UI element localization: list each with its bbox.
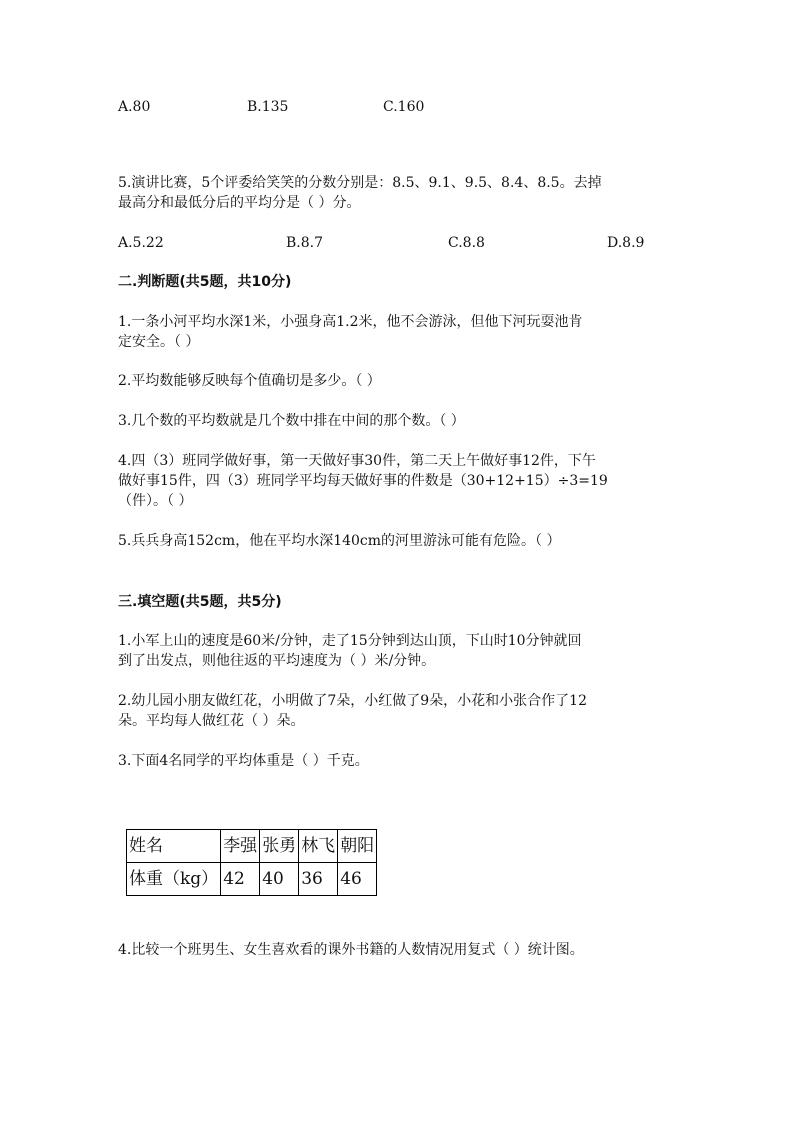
s2-q2: 2.平均数能够反映每个值确切是多少。（ ）	[118, 373, 381, 389]
q4-option-a: A.80	[118, 99, 151, 115]
q5-option-a: A.5.22	[118, 235, 164, 251]
table-header-row	[127, 830, 377, 863]
table-cell: 姓名	[127, 830, 221, 863]
table-cell: 体重（kg）	[127, 863, 221, 896]
q4-option-c: C.160	[383, 99, 425, 115]
section2-title: 二.判断题(共5题，共10分)	[118, 274, 292, 290]
s3-q2-line1: 2.幼儿园小朋友做红花，小明做了7朵，小红做了9朵，小花和小张合作了12	[118, 693, 587, 709]
table-cell: 40	[260, 863, 299, 896]
table-row	[127, 863, 377, 896]
table-cell: 张勇	[260, 830, 299, 863]
q5-option-d: D.8.9	[607, 235, 645, 251]
s2-q4-line2: 做好事15件，四（3）班同学平均每天做好事的件数是（30+12+15）÷3=19	[118, 473, 608, 489]
table-cell: 36	[299, 863, 338, 896]
q4-option-b: B.135	[247, 99, 289, 115]
s2-q1-line1: 1.一条小河平均水深1米，小强身高1.2米，他不会游泳，但他下河玩耍池肯	[118, 314, 583, 330]
s2-q4-line3: （件）。（ ）	[118, 493, 193, 509]
q5-text-line2: 最高分和最低分后的平均分是（ ）分。	[118, 195, 361, 211]
s2-q1-line2: 定安全。（ ）	[118, 334, 200, 350]
table-cell: 林飞	[299, 830, 338, 863]
s3-q1-line1: 1.小军上山的速度是60米/分钟，走了15分钟到达山顶，下山时10分钟就回	[118, 633, 582, 649]
s3-q2-line2: 朵。平均每人做红花（ ）朵。	[118, 713, 305, 729]
s2-q4-line1: 4.四（3）班同学做好事，第一天做好事30件，第二天上午做好事12件，下午	[118, 453, 596, 469]
s3-q3: 3.下面4名同学的平均体重是（ ）千克。	[118, 753, 369, 769]
table-cell: 朝阳	[338, 830, 377, 863]
q5-text-line1: 5.演讲比赛，5个评委给笑笑的分数分别是：8.5、9.1、9.5、8.4、8.5。去掉	[118, 175, 602, 191]
q5-option-b: B.8.7	[286, 235, 324, 251]
table-cell: 李强	[221, 830, 260, 863]
s3-q4: 4.比较一个班男生、女生喜欢看的课外书籍的人数情况用复式（ ）统计图。	[118, 942, 584, 958]
s3-q1-line2: 到了出发点，则他往返的平均速度为（ ）米/分钟。	[118, 653, 436, 669]
weight-table	[126, 829, 377, 896]
table-cell: 42	[221, 863, 260, 896]
s2-q5: 5.兵兵身高152cm，他在平均水深140cm的河里游泳可能有危险。（ ）	[118, 533, 561, 549]
q5-option-c: C.8.8	[448, 235, 485, 251]
s2-q3: 3.几个数的平均数就是几个数中排在中间的那个数。（ ）	[118, 413, 465, 429]
table-cell: 46	[338, 863, 377, 896]
section3-title: 三.填空题(共5题，共5分)	[118, 594, 282, 610]
